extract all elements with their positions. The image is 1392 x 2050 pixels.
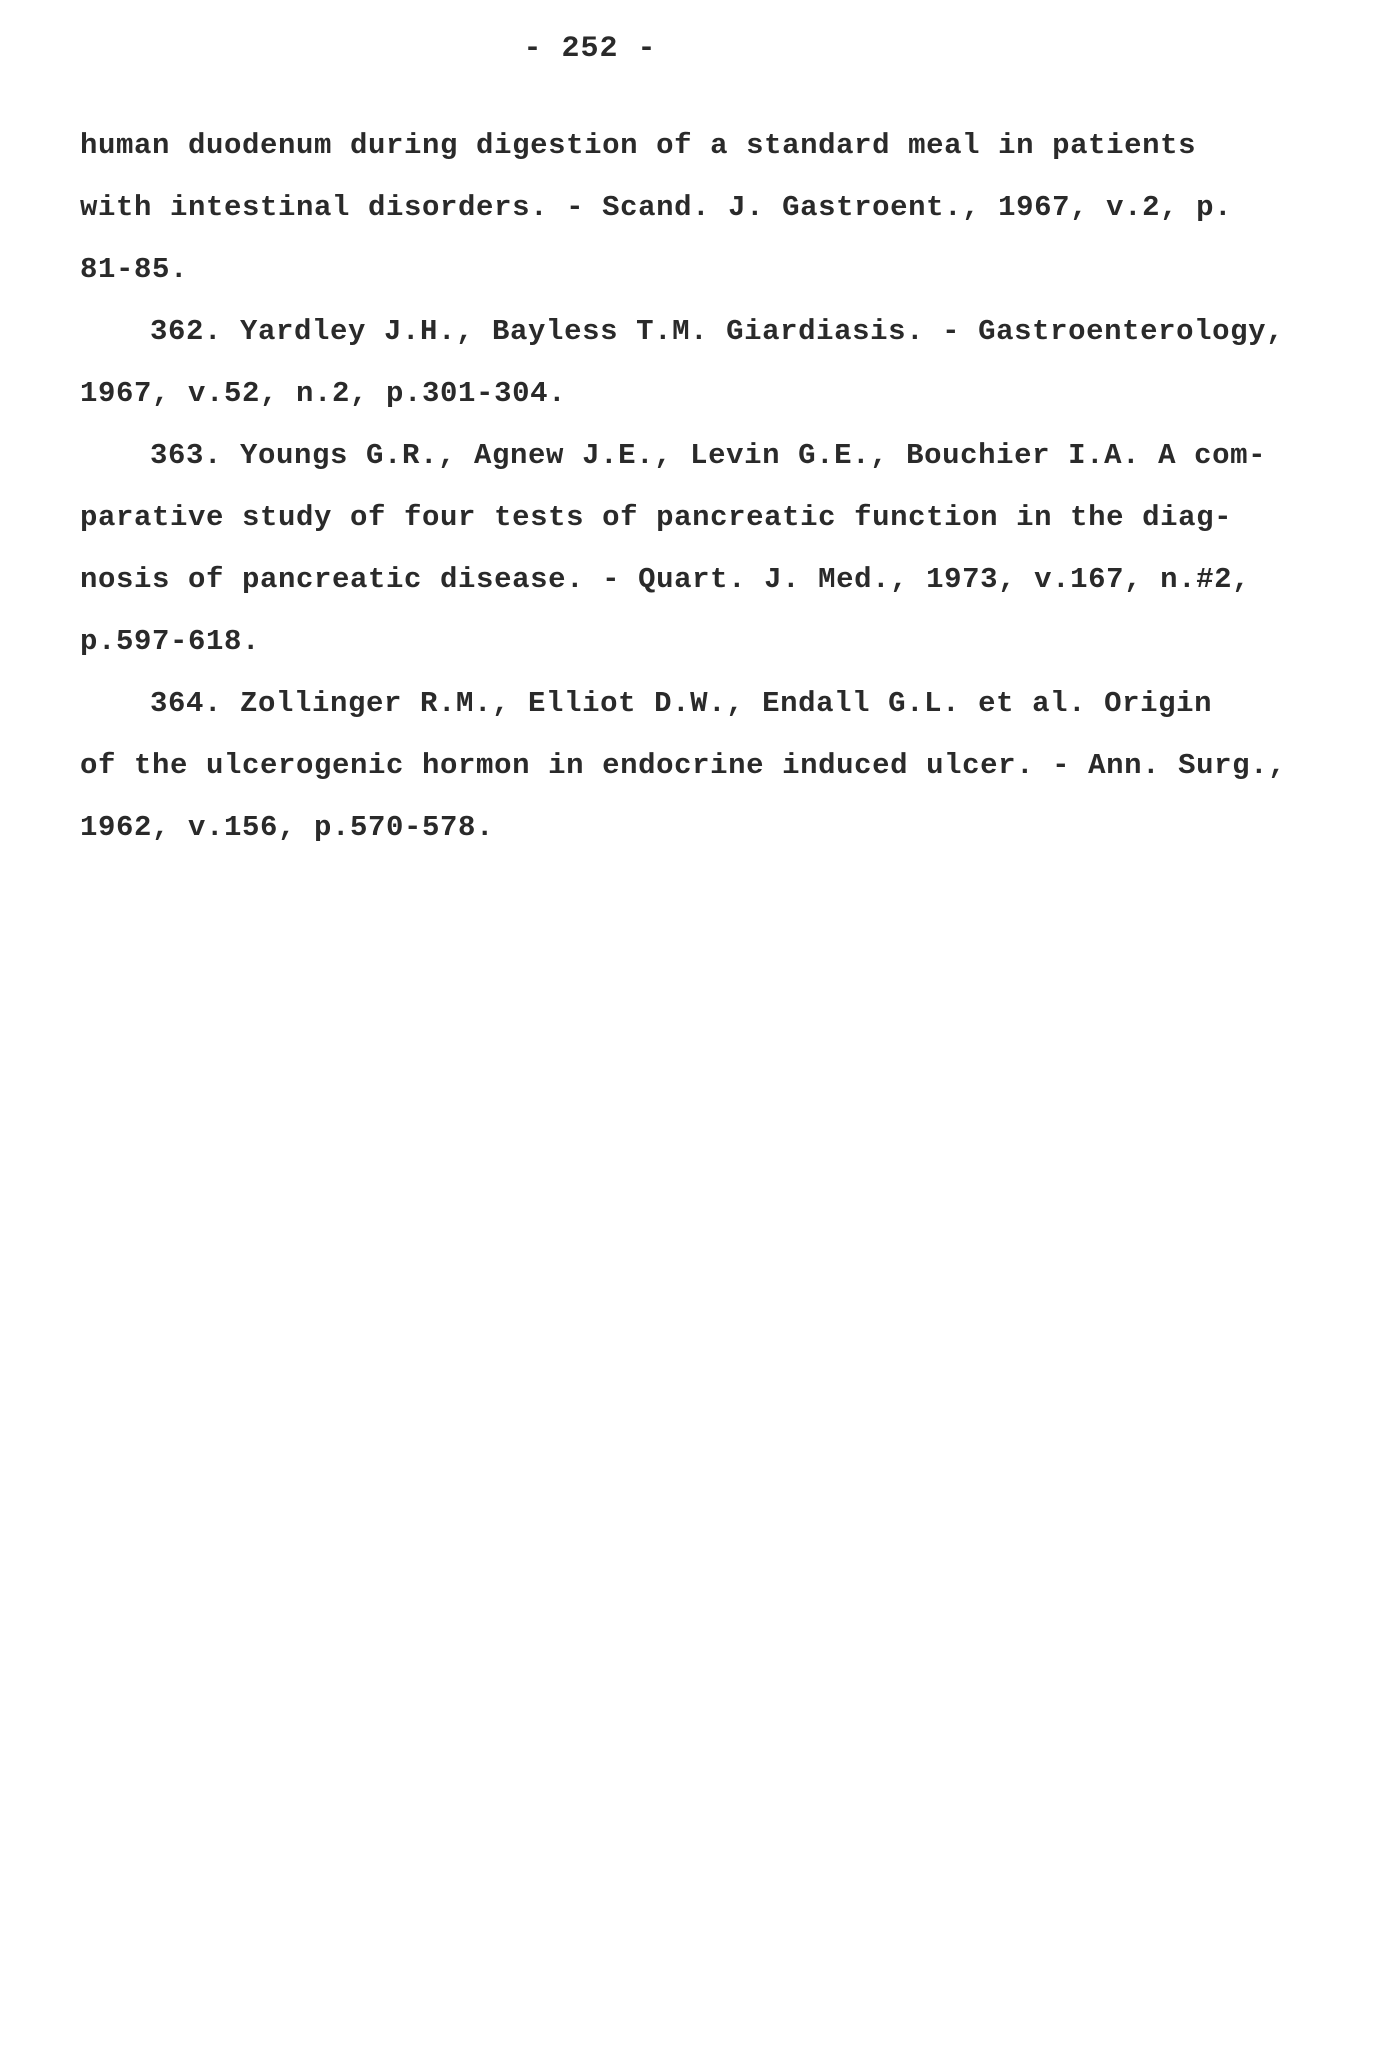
reference-line: human duodenum during digestion of a standard meal in patients xyxy=(80,129,1197,162)
reference-line: 81-85. xyxy=(80,253,189,286)
reference-364: 364. Zollinger R.M., Elliot D.W., Endall G.L. et al. Origin xyxy=(150,687,1213,720)
reference-line: with intestinal disorders. - Scand. J. Gastroent., 1967, v.2, p. xyxy=(80,191,1233,224)
reference-line: nosis of pancreatic disease. - Quart. J. Med., 1973, v.167, n.#2, xyxy=(80,563,1251,596)
reference-line: 1962, v.156, p.570-578. xyxy=(80,811,495,844)
reference-362: 362. Yardley J.H., Bayless T.M. Giardiasis. - Gastroenterology, xyxy=(150,315,1285,348)
reference-line: parative study of four tests of pancreatic function in the diag- xyxy=(80,501,1233,534)
reference-line: of the ulcerogenic hormon in endocrine induced ulcer. - Ann. Surg., xyxy=(80,749,1287,782)
reference-line: 1967, v.52, n.2, p.301-304. xyxy=(80,377,567,410)
reference-363: 363. Youngs G.R., Agnew J.E., Levin G.E., Bouchier I.A. A com- xyxy=(150,439,1267,472)
reference-line: p.597-618. xyxy=(80,625,261,658)
page-number: - 252 - xyxy=(523,32,657,66)
